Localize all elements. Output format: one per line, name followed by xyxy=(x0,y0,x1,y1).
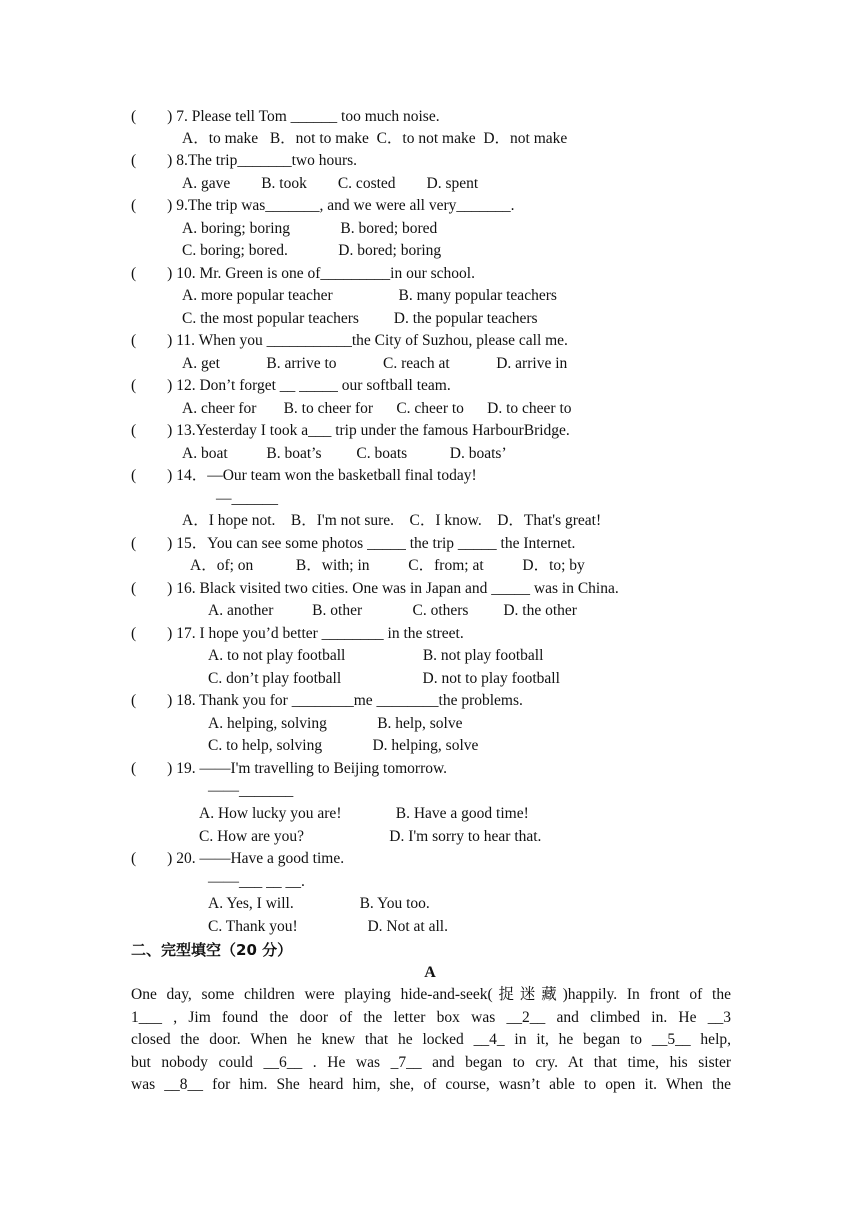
question-16-options: A. another B. other C. others D. the other xyxy=(208,602,577,619)
question-8: ( ) 8.The trip_______two hours. xyxy=(131,152,358,169)
question-19-options-cd: C. How are you? D. I'm sorry to hear that. xyxy=(199,828,542,845)
question-10-options-cd: C. the most popular teachers D. the popular teachers xyxy=(182,310,538,327)
question-13: ( ) 13.Yesterday I took a___ trip under the famous HarbourBridge. xyxy=(131,422,570,439)
question-19: ( ) 19. ——I'm travelling to Beijing tomorrow. xyxy=(131,760,448,777)
question-15-options: A．of; on B．with; in C．from; at D．to; by xyxy=(190,557,585,574)
question-16: ( ) 16. Black visited two cities. One was in Japan and _____ was in China. xyxy=(131,580,619,597)
question-20-options-ab: A. Yes, I will. B. You too. xyxy=(208,895,430,912)
question-7-options: A．to make B．not to make C．to not make D．not make xyxy=(182,130,568,147)
question-13-options: A. boat B. boat’s C. boats D. boats’ xyxy=(182,445,507,462)
passage-line-3: closed the door. When he knew that he locked __4_ in it, he began to __5__ help, xyxy=(131,1031,731,1048)
question-12: ( ) 12. Don’t forget __ _____ our softball team. xyxy=(131,377,451,394)
question-20-options-cd: C. Thank you! D. Not at all. xyxy=(208,918,448,935)
question-19-options-ab: A. How lucky you are! B. Have a good time! xyxy=(199,805,529,822)
passage-line-1: One day, some children were playing hide-and-seek(捉迷藏)happily. In front of the xyxy=(131,986,731,1003)
passage-line-4: but nobody could __6__ . He was _7__ and began to cry. At that time, his sister xyxy=(131,1054,731,1071)
passage-label: A xyxy=(424,964,436,981)
question-17-options-ab: A. to not play football B. not play football xyxy=(208,647,544,664)
question-19-reply-blank: ——_______ xyxy=(208,782,294,799)
question-14: ( ) 14．—Our team won the basketball final today! xyxy=(131,467,477,484)
question-15: ( ) 15．You can see some photos _____ the trip _____ the Internet. xyxy=(131,535,576,552)
question-20: ( ) 20. ——Have a good time. xyxy=(131,850,345,867)
question-18-options-cd: C. to help, solving D. helping, solve xyxy=(208,737,479,754)
question-8-options: A. gave B. took C. costed D. spent xyxy=(182,175,479,192)
passage-line-2: 1___ , Jim found the door of the letter box was __2__ and climbed in. He __3 xyxy=(131,1009,731,1026)
question-18: ( ) 18. Thank you for ________me ________the problems. xyxy=(131,692,523,709)
question-14-reply-blank: —______ xyxy=(216,490,278,507)
question-10: ( ) 10. Mr. Green is one of_________in our school. xyxy=(131,265,475,282)
question-17-options-cd: C. don’t play football D. not to play football xyxy=(208,670,560,687)
question-18-options-ab: A. helping, solving B. help, solve xyxy=(208,715,463,732)
question-10-options-ab: A. more popular teacher B. many popular teachers xyxy=(182,287,557,304)
question-9: ( ) 9.The trip was_______, and we were all very_______. xyxy=(131,197,515,214)
question-11-options: A. get B. arrive to C. reach at D. arrive in xyxy=(182,355,568,372)
question-11: ( ) 11. When you ___________the City of Suzhou, please call me. xyxy=(131,332,568,349)
question-14-options: A．I hope not. B．I'm not sure. C．I know. D．That's great! xyxy=(182,512,602,529)
passage-line-5: was __8__ for him. She heard him, she, of course, wasn’t able to open it. When the xyxy=(131,1076,731,1093)
question-17: ( ) 17. I hope you’d better ________ in the street. xyxy=(131,625,464,642)
question-9-options-ab: A. boring; boring B. bored; bored xyxy=(182,220,438,237)
question-12-options: A. cheer for B. to cheer for C. cheer to D. to cheer to xyxy=(182,400,572,417)
question-7: ( ) 7. Please tell Tom ______ too much noise. xyxy=(131,108,440,125)
question-20-reply-blank: ——___ __ __. xyxy=(208,873,305,890)
question-9-options-cd: C. boring; bored. D. bored; boring xyxy=(182,242,442,259)
section-title-cloze: 二、完型填空（20 分） xyxy=(131,941,293,959)
